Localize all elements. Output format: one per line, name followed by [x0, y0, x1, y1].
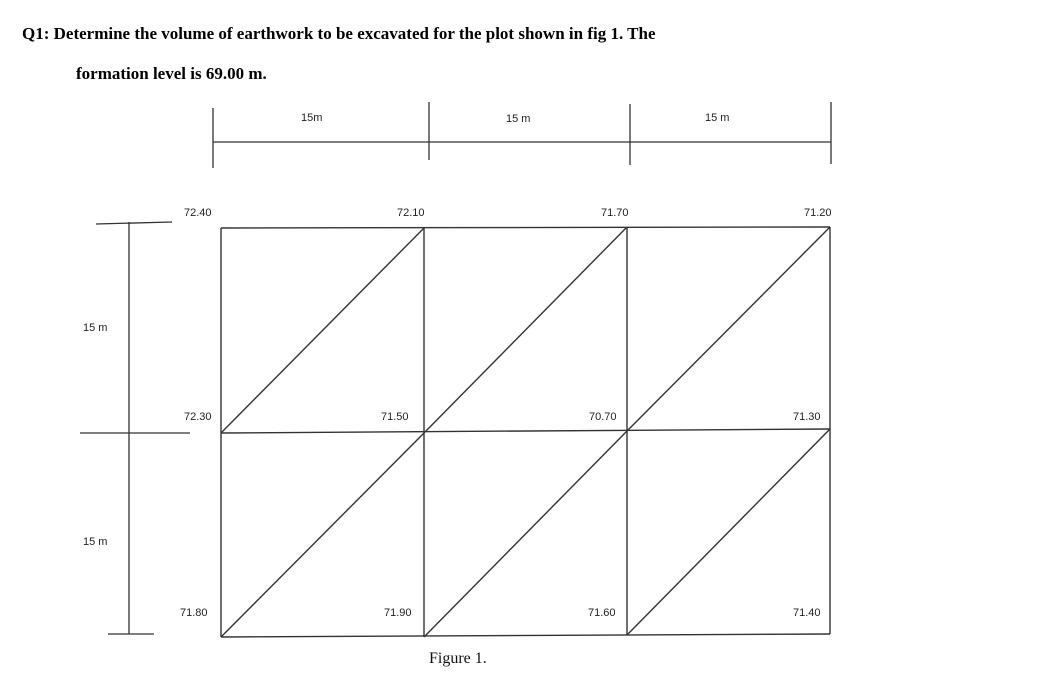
level-r1-c1: 72.40 [184, 207, 212, 219]
level-r1-c4: 71.20 [804, 207, 832, 219]
level-r3-c2: 71.90 [384, 607, 412, 619]
level-r2-c2: 71.50 [381, 411, 409, 423]
top-dimension-label-2: 15 m [506, 113, 531, 125]
plot-grid [221, 227, 830, 637]
question-line-1: Q1: Determine the volume of earthwork to be excavated for the plot shown in fig 1. The [22, 24, 656, 43]
level-r2-c4: 71.30 [793, 411, 821, 423]
top-dimension-label-3: 15 m [705, 112, 730, 124]
level-r1-c3: 71.70 [601, 207, 629, 219]
top-dimension-label-1: 15m [301, 112, 323, 124]
level-r2-c3: 70.70 [589, 411, 617, 423]
level-r3-c4: 71.40 [793, 607, 821, 619]
side-dimension-label-1: 15 m [83, 322, 108, 334]
level-r3-c1: 71.80 [180, 607, 208, 619]
level-r3-c3: 71.60 [588, 607, 616, 619]
question-line-2: formation level is 69.00 m. [76, 64, 267, 83]
side-dimension-line [80, 222, 190, 634]
level-r2-c1: 72.30 [184, 411, 212, 423]
side-dimension-label-2: 15 m [83, 536, 108, 548]
level-r1-c2: 72.10 [397, 207, 425, 219]
figure-caption: Figure 1. [429, 650, 487, 667]
